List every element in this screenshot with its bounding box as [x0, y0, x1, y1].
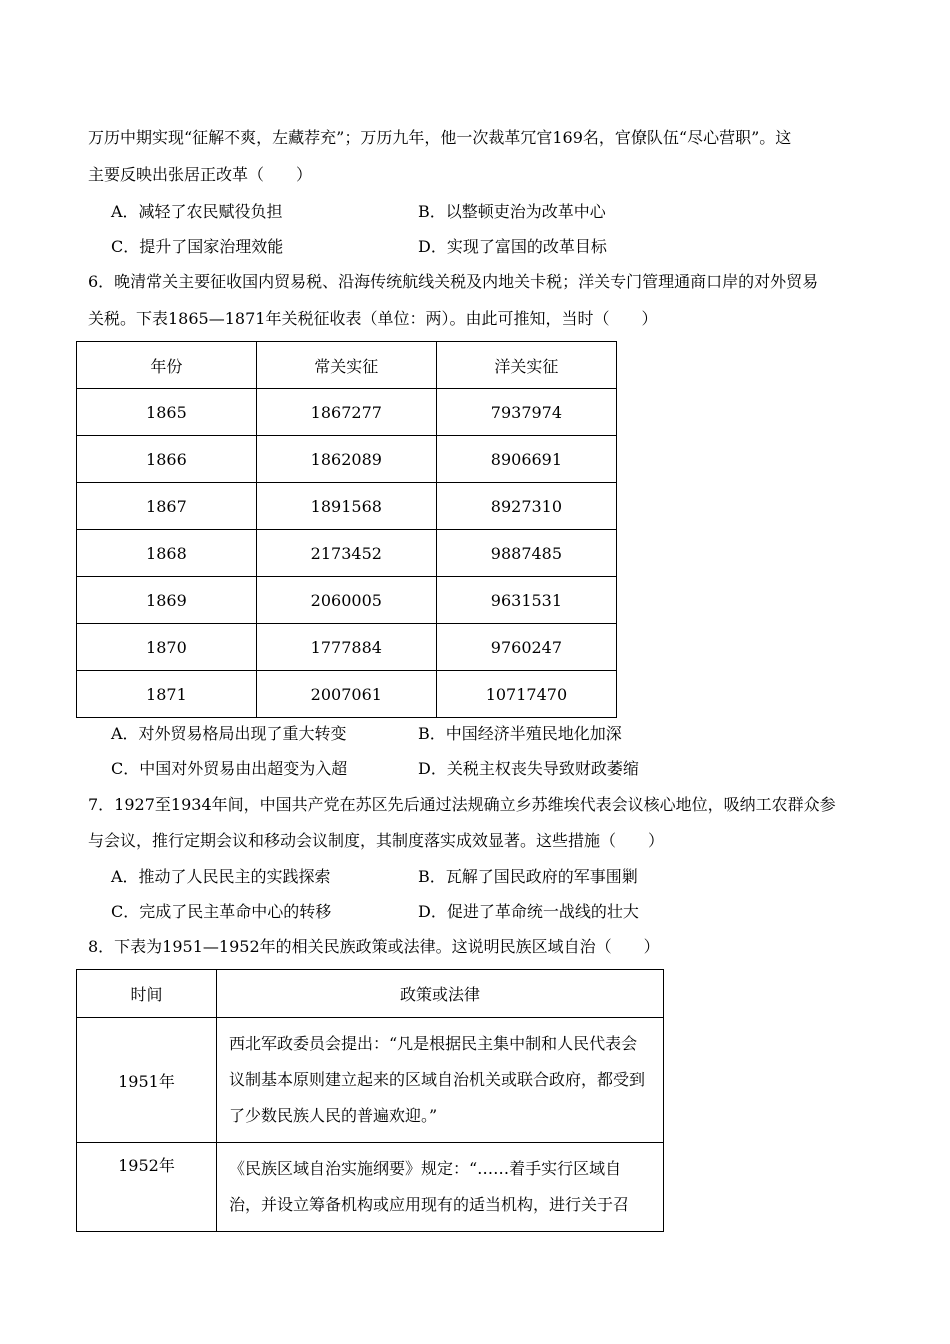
cell-native: 2060005	[256, 577, 436, 624]
table-row	[77, 624, 617, 671]
cell-maritime: 8927310	[436, 483, 616, 530]
q6-stem-line-1: 6．晚清常关主要征收国内贸易税、沿海传统航线关税及内地关卡税；洋关专门管理通商口岸的对外贸易	[88, 272, 819, 291]
q6-stem-line-2: 关税。下表1865—1871年关税征收表（单位：两）。由此可推知，当时（ ）	[88, 309, 658, 328]
cell-time: 1952年	[77, 1143, 217, 1232]
q6-option-c[interactable]: C．中国对外贸易由出超变为入超	[111, 759, 348, 778]
q7-option-d[interactable]: D．促进了革命统一战线的壮大	[418, 902, 639, 921]
q7-option-a[interactable]: A．推动了人民民主的实践探索	[111, 867, 331, 886]
header-year: 年份	[77, 342, 257, 389]
cell-maritime: 9760247	[436, 624, 616, 671]
cell-native: 1862089	[256, 436, 436, 483]
table-header-row	[77, 342, 617, 389]
header-time: 时间	[77, 970, 217, 1018]
cell-native: 2173452	[256, 530, 436, 577]
q6-option-b[interactable]: B．中国经济半殖民地化加深	[418, 724, 622, 743]
table-row	[77, 436, 617, 483]
q5-option-b[interactable]: B．以整顿吏治为改革中心	[418, 202, 606, 221]
cell-maritime: 7937974	[436, 389, 616, 436]
cell-policy: 《民族区域自治实施纲要》规定：“……着手实行区域自治，并设立筹备机构或应用现有的适当机构，进行关于召	[217, 1143, 664, 1232]
cell-year: 1865	[77, 389, 257, 436]
table-row	[77, 1143, 664, 1232]
q5-stem-line-2: 主要反映出张居正改革（ ）	[88, 165, 313, 184]
policy-table	[76, 969, 664, 1232]
q6-option-a[interactable]: A．对外贸易格局出现了重大转变	[111, 724, 347, 743]
q8-stem-line-1: 8．下表为1951—1952年的相关民族政策或法律。这说明民族区域自治（ ）	[88, 937, 660, 956]
q7-stem-line-1: 7．1927至1934年间，中国共产党在苏区先后通过法规确立乡苏维埃代表会议核心地位，吸纳工农群众参	[88, 795, 836, 814]
q5-stem-line-1: 万历中期实现“征解不爽，左藏荐充”；万历九年，他一次裁革冗官169名，官僚队伍“尽心营职”。这	[88, 128, 792, 147]
q7-stem-line-2: 与会议，推行定期会议和移动会议制度，其制度落实成效显著。这些措施（ ）	[88, 831, 665, 850]
cell-native: 2007061	[256, 671, 436, 718]
table-row	[77, 1018, 664, 1143]
cell-year: 1871	[77, 671, 257, 718]
q7-option-c[interactable]: C．完成了民主革命中心的转移	[111, 902, 332, 921]
cell-native: 1891568	[256, 483, 436, 530]
q7-option-b[interactable]: B．瓦解了国民政府的军事围剿	[418, 867, 638, 886]
cell-year: 1866	[77, 436, 257, 483]
table-row	[77, 483, 617, 530]
cell-native: 1867277	[256, 389, 436, 436]
cell-year: 1869	[77, 577, 257, 624]
header-maritime-customs: 洋关实征	[436, 342, 616, 389]
table-row	[77, 389, 617, 436]
table-row	[77, 577, 617, 624]
cell-maritime: 10717470	[436, 671, 616, 718]
q5-option-d[interactable]: D．实现了富国的改革目标	[418, 237, 607, 256]
tariff-table	[76, 341, 617, 718]
cell-time: 1951年	[77, 1018, 217, 1143]
q6-option-d[interactable]: D．关税主权丧失导致财政萎缩	[418, 759, 639, 778]
cell-maritime: 9631531	[436, 577, 616, 624]
table-row	[77, 530, 617, 577]
q5-option-c[interactable]: C．提升了国家治理效能	[111, 237, 284, 256]
table-row	[77, 671, 617, 718]
header-policy: 政策或法律	[217, 970, 664, 1018]
cell-native: 1777884	[256, 624, 436, 671]
cell-policy: 西北军政委员会提出：“凡是根据民主集中制和人民代表会议制基本原则建立起来的区域自治机关或联合政府，都受到了少数民族人民的普遍欢迎。”	[217, 1018, 664, 1143]
cell-maritime: 9887485	[436, 530, 616, 577]
cell-year: 1868	[77, 530, 257, 577]
header-native-customs: 常关实征	[256, 342, 436, 389]
cell-maritime: 8906691	[436, 436, 616, 483]
table-header-row	[77, 970, 664, 1018]
q5-option-a[interactable]: A．减轻了农民赋役负担	[111, 202, 283, 221]
cell-year: 1867	[77, 483, 257, 530]
cell-year: 1870	[77, 624, 257, 671]
